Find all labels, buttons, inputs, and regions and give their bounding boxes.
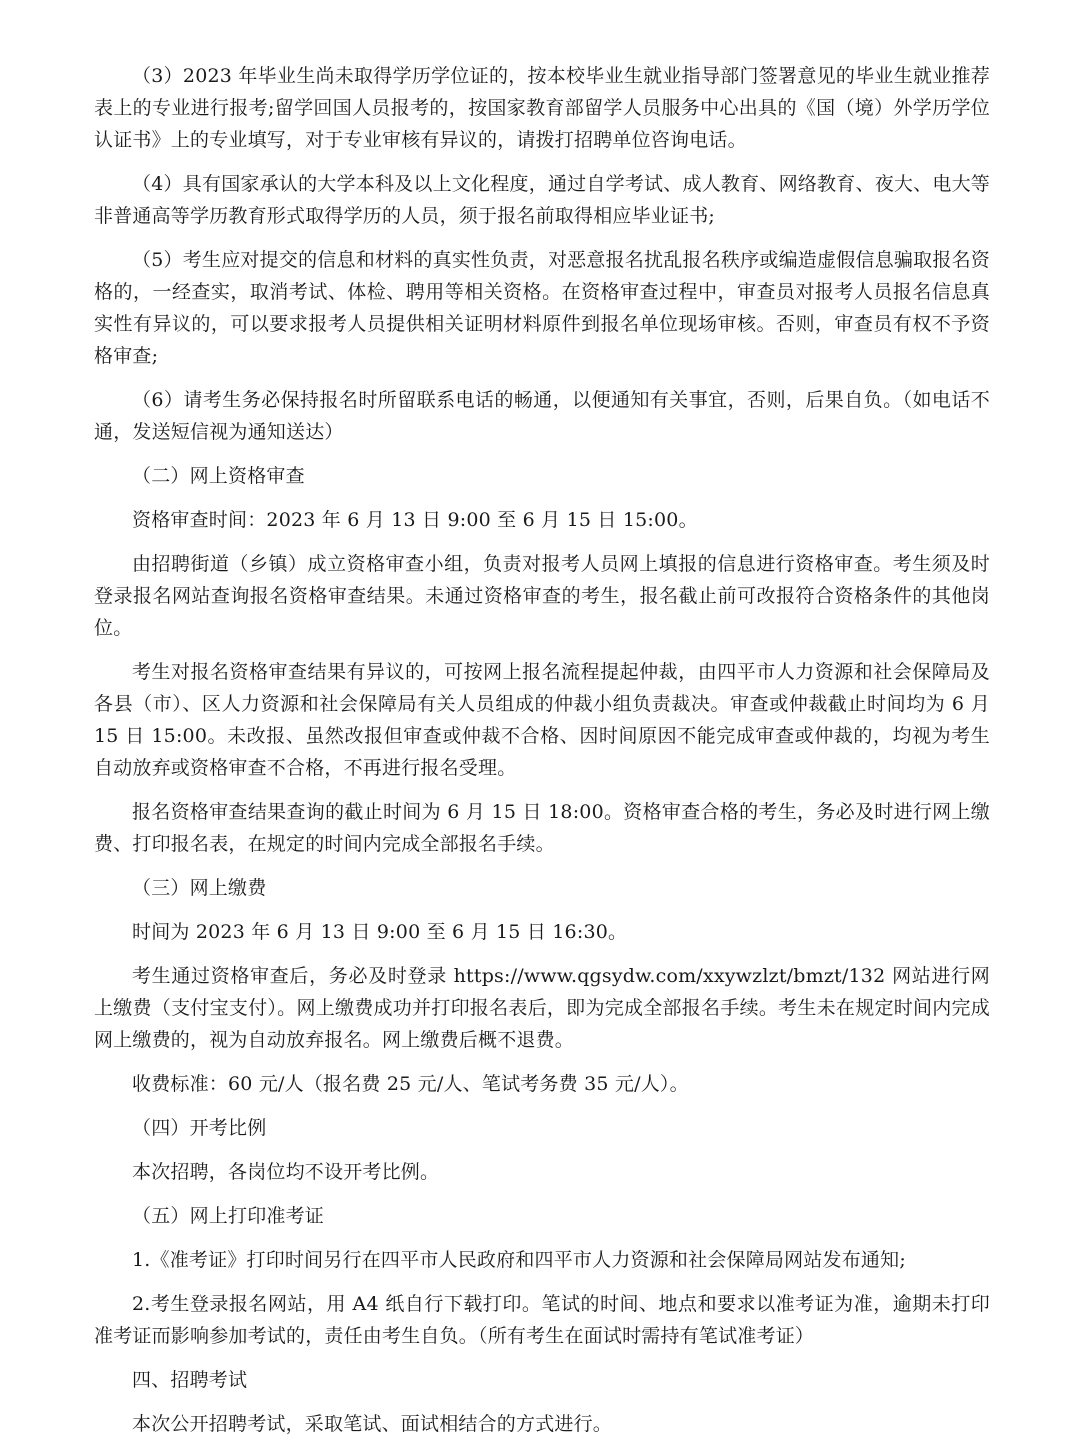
chapter-4-heading: 四、招聘考试 [132, 1369, 248, 1391]
payment-time-paragraph: 时间为 2023 年 6 月 13 日 9:00 至 6 月 15 日 16:30。 [132, 921, 628, 943]
fee-standard-paragraph: 收费标准：60 元/人（报名费 25 元/人、笔试考务费 35 元/人）。 [132, 1073, 689, 1095]
arbitration-paragraph: 考生对报名资格审查结果有异议的，可按网上报名流程提起仲裁，由四平市人力资源和社会保障局及各县（市）、区人力资源和社会保障局有关人员组成的仲裁小组负责裁决。审查或仲裁截止时间均为 6 月 15 日 15:00。未改报、虽然改报但审查或仲裁不合格、因时间原因不能完成审查或仲裁的，均视为考生自动放弃或资格审查不合格，不再进行报名受理。 [94, 661, 990, 779]
clause-4-paragraph: （4）具有国家承认的大学本科及以上文化程度，通过自学考试、成人教育、网络教育、夜大、电大等非普通高等学历教育形式取得学历的人员，须于报名前取得相应毕业证书; [94, 173, 990, 227]
admission-ticket-item-1: 1.《准考证》打印时间另行在四平市人民政府和四平市人力资源和社会保障局网站发布通知; [132, 1249, 906, 1271]
clause-3-paragraph: （3）2023 年毕业生尚未取得学历学位证的，按本校毕业生就业指导部门签署意见的毕业生就业推荐表上的专业进行报考;留学回国人员报考的，按国家教育部留学人员服务中心出具的《国（境）外学历学位认证书》上的专业填写，对于专业审核有异议的，请拨打招聘单位咨询电话。 [94, 65, 990, 151]
admission-ticket-item-2: 2.考生登录报名网站，用 A4 纸自行下载打印。笔试的时间、地点和要求以准考证为准，逾期未打印准考证而影响参加考试的，责任由考生自负。（所有考生在面试时需持有笔试准考证） [94, 1293, 990, 1347]
exam-method-paragraph: 本次公开招聘考试，采取笔试、面试相结合的方式进行。 [132, 1413, 613, 1435]
result-deadline-paragraph: 报名资格审查结果查询的截止时间为 6 月 15 日 18:00。资格审查合格的考生，务必及时进行网上缴费、打印报名表，在规定的时间内完成全部报名手续。 [94, 801, 990, 855]
clause-5-paragraph: （5）考生应对提交的信息和材料的真实性负责，对恶意报名扰乱报名秩序或编造虚假信息骗取报名资格的，一经查实，取消考试、体检、聘用等相关资格。在资格审查过程中，审查员对报考人员报名信息真实性有异议的，可以要求报考人员提供相关证明材料原件到报名单位现场审核。否则，审查员有权不予资格审查; [94, 249, 990, 367]
clause-6-paragraph: （6）请考生务必保持报名时所留联系电话的畅通，以便通知有关事宜，否则，后果自负。（如电话不通，发送短信视为通知送达） [94, 389, 990, 443]
review-group-paragraph: 由招聘街道（乡镇）成立资格审查小组，负责对报考人员网上填报的信息进行资格审查。考生须及时登录报名网站查询报名资格审查结果。未通过资格审查的考生，报名截止前可改报符合资格条件的其他岗位。 [94, 553, 990, 639]
review-time-paragraph: 资格审查时间：2023 年 6 月 13 日 9:00 至 6 月 15 日 15:00。 [132, 509, 698, 531]
exam-ratio-paragraph: 本次招聘，各岗位均不设开考比例。 [132, 1161, 440, 1183]
section-5-heading: （五）网上打印准考证 [132, 1205, 325, 1227]
section-3-heading: （三）网上缴费 [132, 877, 267, 899]
payment-website-paragraph: 考生通过资格审查后，务必及时登录 https://www.qgsydw.com/xxywzlzt/bmzt/132 网站进行网上缴费（支付宝支付）。网上缴费成功并打印报名表后，即为完成全部报名手续。考生未在规定时间内完成网上缴费的，视为自动放弃报名。网上缴费后概不退费。 [94, 965, 990, 1051]
section-2-heading: （二）网上资格审查 [132, 465, 305, 487]
section-4-heading: （四）开考比例 [132, 1117, 267, 1139]
